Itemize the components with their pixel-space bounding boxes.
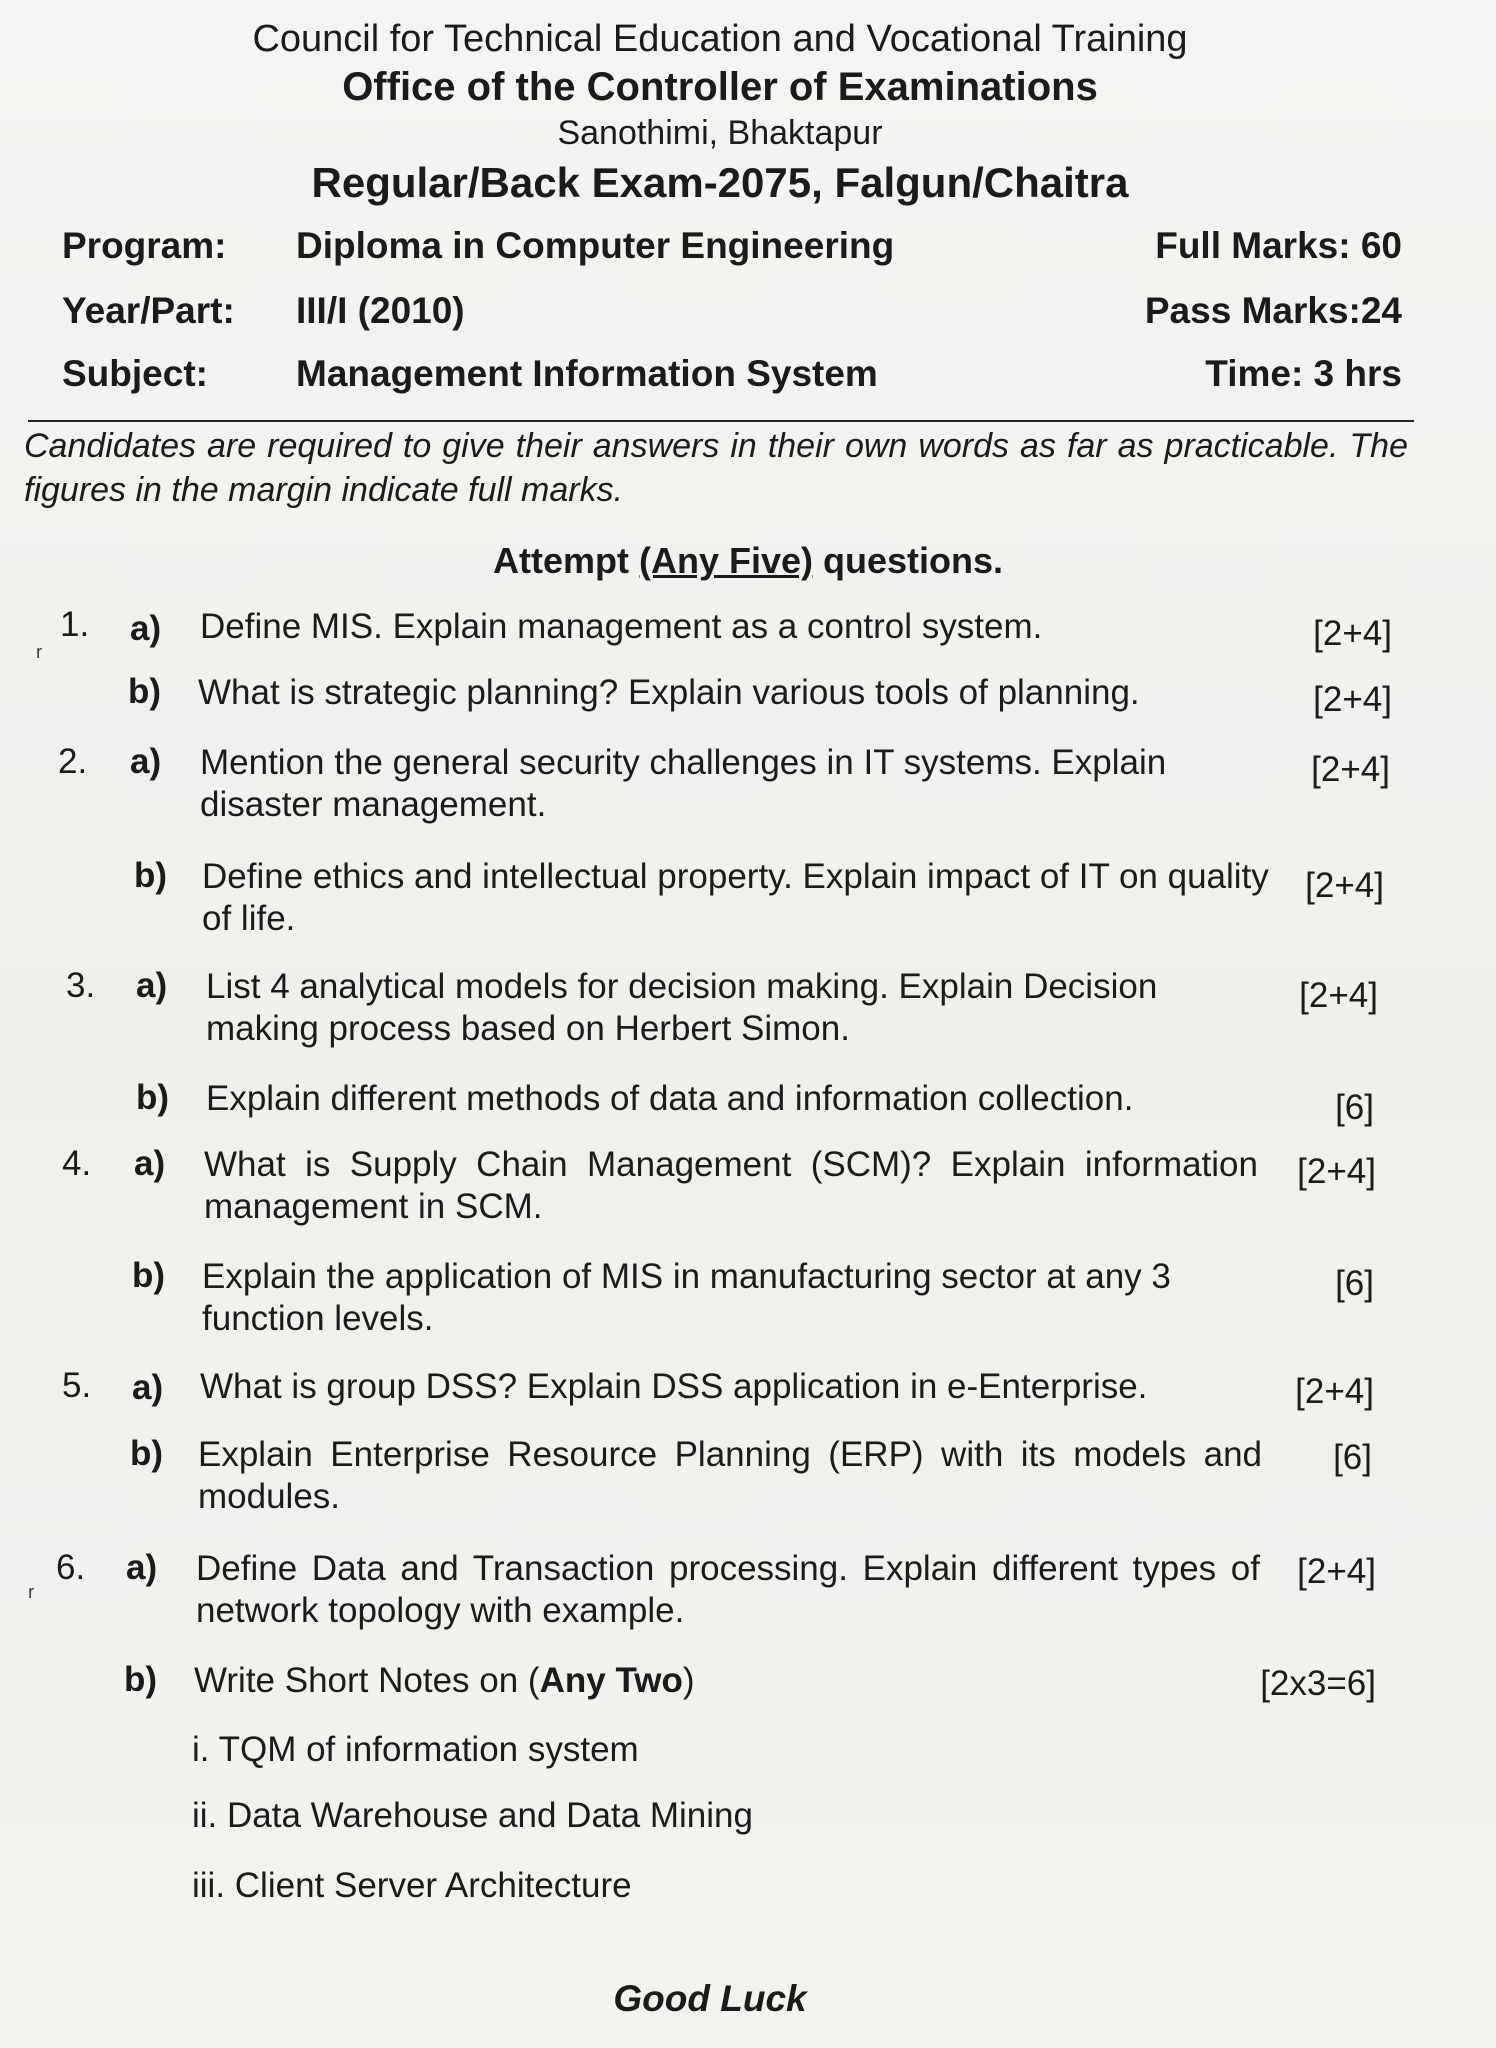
question-text: Mention the general security challenges in IT systems. Explain disaster management.: [200, 743, 1167, 824]
question-text: What is strategic planning? Explain various tools of planning.: [198, 673, 1140, 712]
question-marks: [2+4]: [1297, 1152, 1376, 1191]
question-text: Define Data and Transaction processing. Explain different types of network topology with example.: [196, 1549, 1260, 1630]
question-part-label: b): [128, 672, 162, 711]
closing-message: Good Luck: [613, 1978, 807, 2019]
question-part-label: a): [136, 966, 168, 1005]
short-note-item: i. TQM of information system: [192, 1730, 639, 1769]
question-text: Explain different methods of data and information collection.: [206, 1079, 1134, 1118]
question-marks: [2+4]: [1311, 750, 1390, 789]
time-allowed: Time: 3 hrs: [1205, 353, 1402, 394]
question-marks: [6]: [1333, 1438, 1372, 1477]
question-marks: [6]: [1335, 1264, 1374, 1303]
question-text: List 4 analytical models for decision making. Explain Decision making process based on Herbert Simon.: [206, 967, 1158, 1048]
office-name: Office of the Controller of Examinations: [342, 65, 1098, 109]
question-part-label: a): [132, 1368, 164, 1407]
question-number: 6.: [56, 1548, 86, 1587]
question-marks: [2+4]: [1313, 614, 1392, 653]
question-number: 4.: [62, 1144, 92, 1183]
attempt-pre: Attempt: [492, 540, 639, 581]
question-text: What is Supply Chain Management (SCM)? Explain information management in SCM.: [204, 1145, 1258, 1226]
header-divider: [28, 420, 1414, 422]
question-number: 2.: [58, 742, 88, 781]
full-marks: Full Marks: 60: [1155, 225, 1402, 266]
question-part-label: a): [130, 742, 162, 781]
question-marks: [2+4]: [1313, 680, 1392, 719]
question-marks: [2+4]: [1297, 1552, 1376, 1591]
council-name: Council for Technical Education and Vocational Training: [252, 18, 1188, 60]
question-number: 3.: [66, 966, 96, 1005]
question-text: What is group DSS? Explain DSS application in e-Enterprise.: [200, 1367, 1148, 1406]
attempt-count: (Any Five): [638, 540, 813, 581]
question-number: 1.: [60, 605, 90, 644]
attempt-post: questions.: [813, 540, 1004, 581]
pass-marks: Pass Marks:24: [1144, 290, 1402, 331]
subject-value: Management Information System: [296, 353, 878, 394]
question-part-label: a): [130, 609, 162, 648]
question-part-label: a): [134, 1144, 166, 1183]
short-notes-post: ): [682, 1661, 695, 1700]
question-number: 5.: [62, 1366, 92, 1405]
short-note-item: ii. Data Warehouse and Data Mining: [192, 1796, 753, 1835]
question-text: Define ethics and intellectual property. Explain impact of IT on quality of life.: [202, 857, 1269, 938]
question-marks: [2x3=6]: [1260, 1664, 1376, 1703]
question-part-label: b): [132, 1256, 166, 1295]
question-marks: [2+4]: [1295, 1372, 1374, 1411]
attempt-line: [0, 540, 1496, 582]
question-part-label: b): [134, 856, 168, 895]
question-part-label: b): [124, 1660, 158, 1699]
question-marks: [6]: [1335, 1088, 1374, 1127]
year-label: Year/Part:: [62, 290, 235, 331]
year-value: III/I (2010): [296, 290, 465, 331]
question-marks: [2+4]: [1305, 866, 1384, 905]
paper-header: [0, 14, 1440, 207]
subject-label: Subject:: [62, 353, 208, 394]
program-value: Diploma in Computer Engineering: [296, 225, 895, 266]
question-text: Explain Enterprise Resource Planning (ERP) with its models and modules.: [198, 1435, 1262, 1516]
margin-mark: ʳ: [36, 640, 43, 670]
margin-mark: ʳ: [28, 1580, 35, 1610]
question-part-label: a): [126, 1548, 158, 1587]
short-note-item: iii. Client Server Architecture: [192, 1866, 632, 1905]
question-text: [194, 1660, 1194, 1702]
short-notes-pre: Write Short Notes on (: [194, 1661, 540, 1700]
short-notes-count: Any Two: [539, 1661, 683, 1700]
instructions: Candidates are required to give their answers in their own words as far as practicable. The figures in the margin indicate full marks.: [24, 427, 1408, 509]
exam-title: Regular/Back Exam-2075, Falgun/Chaitra: [311, 159, 1129, 206]
program-label: Program:: [62, 225, 227, 266]
question-marks: [2+4]: [1299, 976, 1378, 1015]
question-part-label: b): [130, 1434, 164, 1473]
question-text: Explain the application of MIS in manufacturing sector at any 3 function levels.: [202, 1257, 1171, 1338]
question-text: Define MIS. Explain management as a control system.: [200, 607, 1043, 646]
question-part-label: b): [136, 1078, 170, 1117]
office-address: Sanothimi, Bhaktapur: [557, 114, 883, 152]
